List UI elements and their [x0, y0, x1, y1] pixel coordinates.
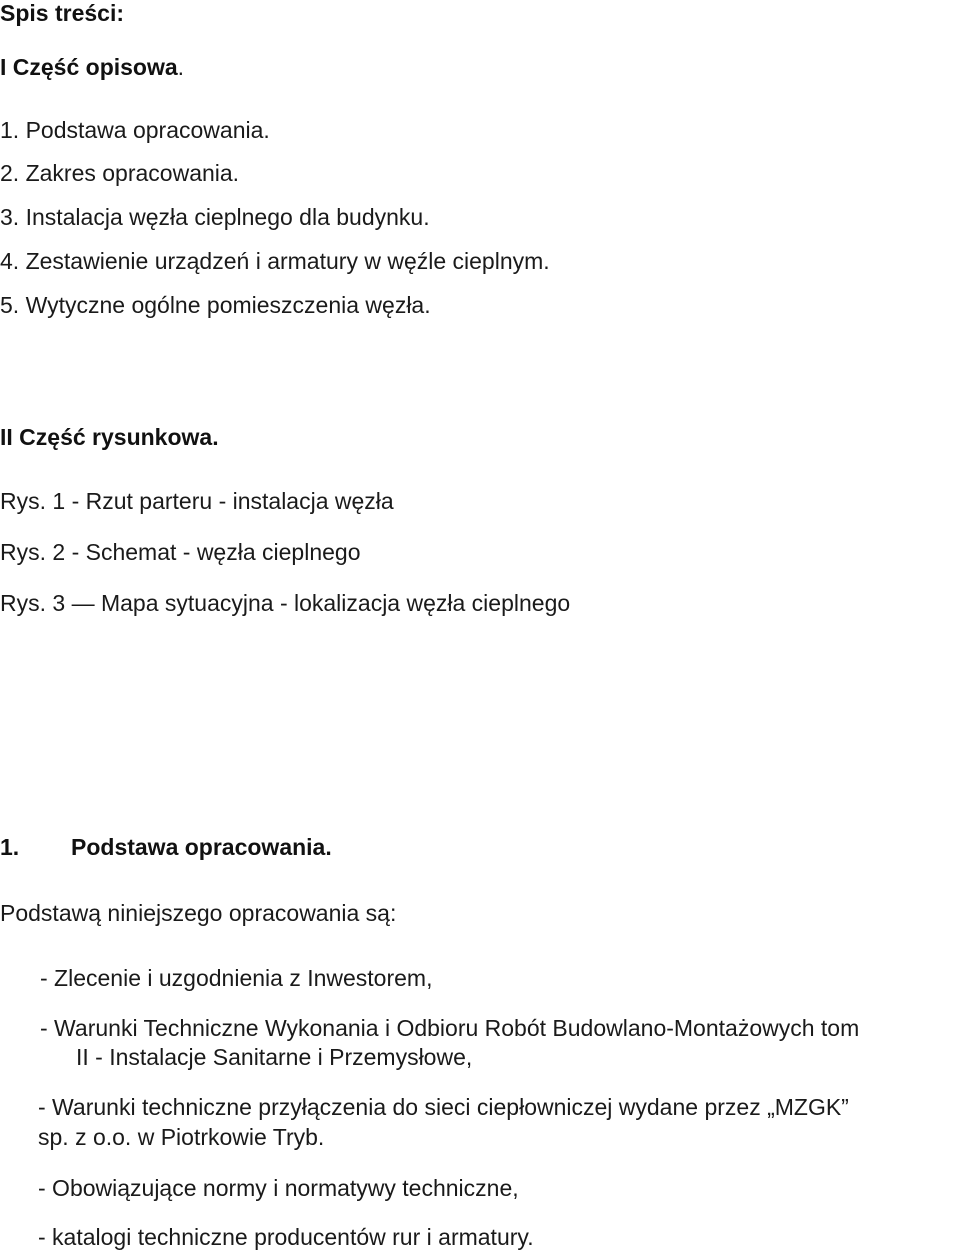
- toc-item-5: 5. Wytyczne ogólne pomieszczenia węzła.: [0, 292, 431, 318]
- toc-item-1: 1. Podstawa opracowania.: [0, 117, 270, 143]
- basis-item-3-line2: sp. z o.o. w Piotrkowie Tryb.: [38, 1124, 325, 1150]
- basis-item-4: - Obowiązujące normy i normatywy techniczne,: [38, 1175, 519, 1201]
- basis-item-5: - katalogi techniczne producentów rur i armatury.: [38, 1224, 534, 1250]
- basis-item-3-line1: - Warunki techniczne przyłączenia do sieci ciepłowniczej wydane przez „MZGK”: [38, 1094, 849, 1120]
- section-number: 1.: [0, 834, 20, 860]
- toc-item-3: 3. Instalacja węzła cieplnego dla budynku.: [0, 204, 430, 230]
- drawing-item-2: Rys. 2 - Schemat - węzła cieplnego: [0, 539, 361, 565]
- section-intro: Podstawą niniejszego opracowania są:: [0, 900, 397, 926]
- part1-heading-dot: .: [177, 54, 185, 80]
- basis-item-2-line2: II - Instalacje Sanitarne i Przemysłowe,: [76, 1044, 473, 1070]
- part1-heading-text: I Część opisowa: [0, 54, 178, 80]
- basis-item-2-line1: - Warunki Techniczne Wykonania i Odbioru Robót Budowlano-Montażowych tom: [40, 1015, 860, 1041]
- drawing-item-1: Rys. 1 - Rzut parteru - instalacja węzła: [0, 488, 394, 514]
- toc-item-2: 2. Zakres opracowania.: [0, 160, 240, 186]
- basis-item-1: - Zlecenie i uzgodnienia z Inwestorem,: [40, 965, 433, 991]
- toc-title: Spis treści:: [0, 0, 124, 26]
- part2-heading: II Część rysunkowa.: [0, 424, 219, 450]
- drawing-item-3: Rys. 3 — Mapa sytuacyjna - lokalizacja węzła cieplnego: [0, 590, 571, 616]
- section-heading: Podstawa opracowania.: [71, 834, 332, 860]
- toc-item-4: 4. Zestawienie urządzeń i armatury w węźle cieplnym.: [0, 248, 550, 274]
- part1-heading: [0, 54, 184, 80]
